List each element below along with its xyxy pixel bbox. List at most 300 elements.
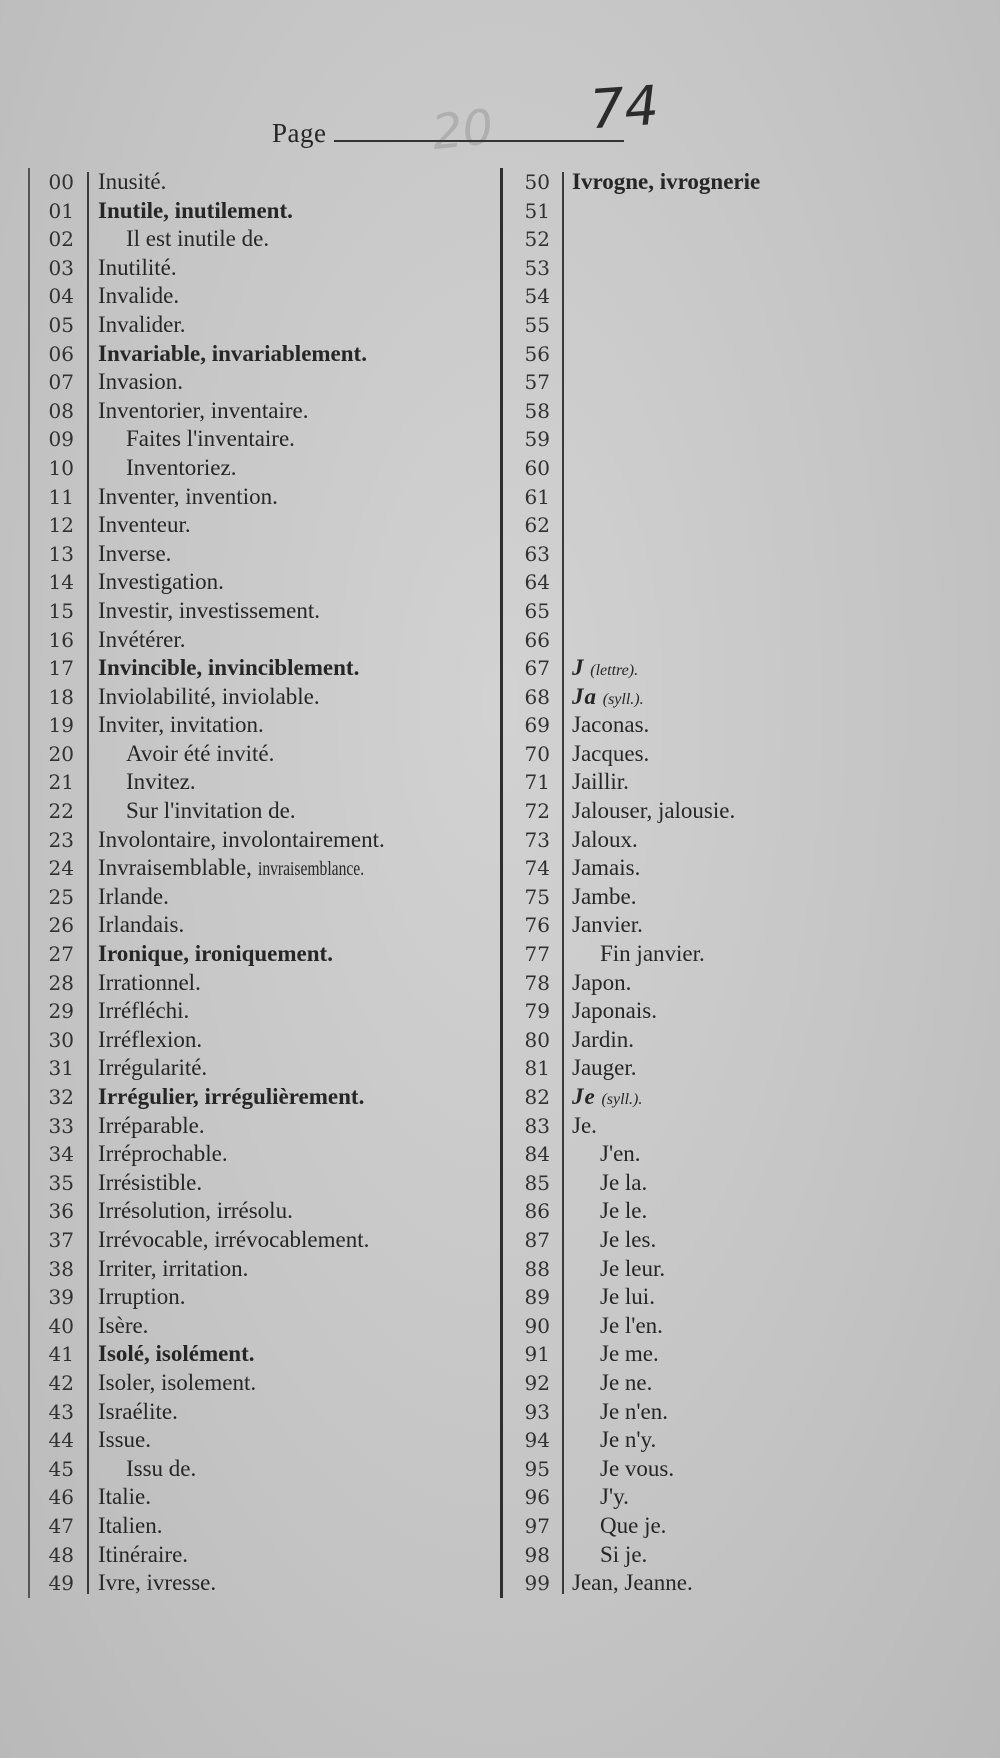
- entry-word: Jalouser, jalousie.: [572, 798, 736, 824]
- entry-number: 59: [524, 427, 550, 452]
- entry-row: [512, 597, 872, 626]
- entry-row: [512, 454, 872, 483]
- entry-row: [512, 168, 872, 197]
- entry-number: 93: [524, 1399, 550, 1424]
- entry-word: Investir, investissement.: [98, 597, 321, 623]
- entry-word: Janvier.: [572, 912, 643, 938]
- entry-text: [98, 597, 320, 626]
- entry-word: Ivre, ivresse.: [98, 1570, 217, 1596]
- entry-word: Irréparable.: [98, 1112, 205, 1138]
- handwritten-page-number: 74: [587, 73, 661, 142]
- entry-row: [34, 883, 496, 912]
- entry-row: [34, 1054, 496, 1083]
- entry-row: [512, 311, 872, 340]
- entry-number: 13: [48, 541, 74, 566]
- entry-text: [98, 1369, 256, 1398]
- entry-row: [512, 425, 872, 454]
- entry-number: 76: [524, 913, 550, 938]
- entry-row: [512, 1054, 872, 1083]
- entry-row: [512, 1083, 872, 1112]
- entry-row: [34, 1340, 496, 1369]
- entry-number: 67: [524, 656, 550, 681]
- entry-word: Irréflexion.: [98, 1026, 203, 1052]
- entry-text: [572, 1541, 647, 1570]
- entry-number: 54: [524, 284, 550, 309]
- entry-number: 84: [524, 1142, 550, 1167]
- entry-number: 00: [48, 170, 74, 194]
- entry-row: [512, 711, 872, 740]
- entry-row: [34, 1255, 496, 1284]
- entry-word: Jaillir.: [572, 769, 629, 795]
- entry-word: Isère.: [98, 1312, 149, 1338]
- entry-number: 66: [524, 627, 550, 652]
- page-label-rule: [334, 140, 624, 142]
- entry-number: 50: [524, 170, 550, 194]
- entry-word: Invétérer.: [98, 626, 186, 652]
- entry-word: Inviolabilité, inviolable.: [98, 683, 320, 709]
- entry-row: [512, 797, 872, 826]
- entry-number: 98: [524, 1542, 550, 1567]
- entry-row: [512, 1283, 872, 1312]
- entry-row: [34, 1569, 496, 1598]
- entry-word: Je l'en.: [600, 1312, 663, 1338]
- entry-word: Irriter, irritation.: [98, 1255, 249, 1281]
- entry-row: [34, 1169, 496, 1198]
- entry-text: [572, 797, 735, 826]
- entry-number: 05: [48, 312, 74, 337]
- entry-number: 49: [48, 1571, 74, 1596]
- entry-number: 09: [48, 427, 74, 452]
- entry-word: Irlande.: [98, 883, 169, 909]
- entry-number: 61: [524, 484, 550, 509]
- entry-word: J'y.: [600, 1484, 629, 1510]
- entry-row: [512, 197, 872, 226]
- entry-number: 06: [48, 341, 74, 366]
- entry-text: [98, 540, 171, 569]
- entry-number: 21: [48, 770, 74, 795]
- entry-word: Invincible, invinciblement.: [98, 655, 360, 681]
- column-divider: [500, 168, 503, 1598]
- entry-row: [34, 254, 496, 283]
- entry-word: Inventorier, inventaire.: [98, 397, 309, 423]
- entry-word: Je: [572, 1084, 596, 1109]
- entry-word: Je ne.: [600, 1369, 653, 1395]
- entry-number: 12: [48, 513, 74, 538]
- entry-text: [98, 1083, 364, 1112]
- entry-number: 33: [48, 1113, 74, 1138]
- entry-word: Invitez.: [126, 769, 196, 795]
- entry-row: [34, 1398, 496, 1427]
- entry-row: [34, 826, 496, 855]
- entry-text: [98, 911, 184, 940]
- entry-text: [98, 740, 274, 769]
- entry-number: 29: [48, 999, 74, 1024]
- entry-number: 25: [48, 884, 74, 909]
- entry-row: [512, 1026, 872, 1055]
- entry-word: Inventeur.: [98, 512, 191, 538]
- entry-text: [572, 1054, 637, 1083]
- entry-text: [572, 969, 631, 998]
- entry-word: Fin janvier.: [600, 941, 705, 967]
- entry-row: [34, 1426, 496, 1455]
- entry-row: [34, 397, 496, 426]
- entry-word: Irrationnel.: [98, 969, 201, 995]
- entry-word: Je vous.: [600, 1455, 675, 1481]
- entry-text: [572, 911, 643, 940]
- entry-number: 04: [48, 284, 74, 309]
- entry-word: Si je.: [600, 1541, 648, 1567]
- entry-row: [512, 368, 872, 397]
- entry-word: Jauger.: [572, 1055, 637, 1081]
- entry-row: [34, 768, 496, 797]
- left-column: [34, 168, 496, 1598]
- entry-row: [512, 282, 872, 311]
- entry-row: [34, 711, 496, 740]
- entry-number: 27: [48, 942, 74, 967]
- entry-text: [98, 511, 191, 540]
- entry-number: 44: [48, 1428, 74, 1453]
- entry-text: [98, 1512, 163, 1541]
- entry-row: [512, 1541, 872, 1570]
- entry-row: [512, 654, 872, 683]
- entry-row: [512, 626, 872, 655]
- entry-text: [98, 1455, 196, 1484]
- entry-number: 57: [524, 370, 550, 395]
- entry-row: [34, 340, 496, 369]
- entry-text: [98, 454, 236, 483]
- entry-word: Je me.: [600, 1341, 659, 1367]
- entry-number: 91: [524, 1342, 550, 1367]
- entry-number: 26: [48, 913, 74, 938]
- entry-word: Invalider.: [98, 311, 186, 337]
- entry-row: [34, 311, 496, 340]
- entry-row: [34, 1026, 496, 1055]
- entry-number: 55: [524, 312, 550, 337]
- entry-number: 60: [524, 455, 550, 480]
- entry-number: 92: [524, 1370, 550, 1395]
- entry-word: Je n'en.: [600, 1398, 669, 1424]
- entry-number: 82: [524, 1085, 550, 1109]
- entry-text: [98, 1140, 228, 1169]
- entry-number: 69: [524, 713, 550, 738]
- entry-word: Irrésolution, irrésolu.: [98, 1198, 293, 1224]
- entry-word: Japonais.: [572, 998, 657, 1024]
- entry-number: 83: [524, 1113, 550, 1138]
- entry-number: 70: [524, 741, 550, 766]
- entry-row: [512, 1169, 872, 1198]
- entry-row: [34, 197, 496, 226]
- entry-word: J'en.: [600, 1141, 641, 1167]
- entry-row: [34, 683, 496, 712]
- entry-text: [98, 397, 308, 426]
- entry-number: 81: [524, 1056, 550, 1081]
- entry-row: [512, 1512, 872, 1541]
- entry-row: [34, 1512, 496, 1541]
- entry-text: [98, 883, 169, 912]
- entry-row: [34, 1541, 496, 1570]
- entry-row: [34, 168, 496, 197]
- entry-word: Inviter, invitation.: [98, 712, 264, 738]
- entry-text: [98, 1026, 202, 1055]
- entry-row: [512, 997, 872, 1026]
- entry-text: [98, 1226, 369, 1255]
- entry-number: 43: [48, 1399, 74, 1424]
- left-margin-rule: [28, 168, 30, 1598]
- entry-text: [98, 1054, 207, 1083]
- entry-text: [572, 1312, 663, 1341]
- entry-text: [98, 1312, 148, 1341]
- entry-word: Je leur.: [600, 1255, 666, 1281]
- page-label: Page: [272, 118, 327, 148]
- entry-row: [34, 1112, 496, 1141]
- entry-row: [512, 1483, 872, 1512]
- entry-number: 14: [48, 570, 74, 595]
- entry-word: Israélite.: [98, 1398, 178, 1424]
- entry-word: Invariable, invariablement.: [98, 340, 367, 366]
- entry-row: [34, 540, 496, 569]
- entry-word: Involontaire, involontairement.: [98, 826, 385, 852]
- entry-row: [512, 1340, 872, 1369]
- entry-number: 24: [48, 856, 74, 881]
- entry-number: 08: [48, 398, 74, 423]
- entry-number: 45: [48, 1456, 74, 1481]
- entry-number: 36: [48, 1199, 74, 1224]
- entry-text: [98, 711, 264, 740]
- entry-text: [572, 1455, 674, 1484]
- entry-word: Issu de.: [126, 1455, 197, 1481]
- entry-word: Jambe.: [572, 883, 637, 909]
- entry-number: 56: [524, 341, 550, 366]
- entry-word: Irlandais.: [98, 912, 185, 938]
- entry-number: 22: [48, 799, 74, 824]
- entry-number: 19: [48, 713, 74, 738]
- entry-text: [98, 654, 359, 683]
- entry-text: [572, 1569, 693, 1598]
- entry-number: 74: [524, 856, 550, 881]
- entry-row: [34, 1140, 496, 1169]
- entry-word: Inverse.: [98, 540, 172, 566]
- entry-word: Japon.: [572, 969, 632, 995]
- entry-word: Jaconas.: [572, 712, 650, 738]
- entry-word: Inventoriez.: [126, 454, 237, 480]
- entry-word: Il est inutile de.: [126, 226, 270, 252]
- entry-number: 02: [48, 227, 74, 252]
- entry-word: Je lui.: [600, 1284, 655, 1310]
- entry-number: 77: [524, 942, 550, 967]
- entry-number: 03: [48, 255, 74, 280]
- entry-word: Italie.: [98, 1484, 151, 1510]
- entry-text: [572, 1255, 665, 1284]
- entry-number: 18: [48, 684, 74, 709]
- entry-row: [34, 1312, 496, 1341]
- entry-row: [512, 1112, 872, 1141]
- entry-text: [98, 282, 179, 311]
- entry-row: [34, 1369, 496, 1398]
- left-entry-list: [34, 168, 496, 1598]
- entry-text: [98, 197, 293, 226]
- entry-number: 62: [524, 513, 550, 538]
- entry-word: Jean, Jeanne.: [572, 1570, 693, 1596]
- entry-row: [512, 1197, 872, 1226]
- entry-row: [512, 883, 872, 912]
- entry-text: [98, 1169, 202, 1198]
- entry-text: [572, 1512, 666, 1541]
- entry-row: [34, 597, 496, 626]
- entry-row: [512, 683, 872, 712]
- entry-row: [512, 540, 872, 569]
- entry-number: 42: [48, 1370, 74, 1395]
- entry-annotation: (syll.).: [601, 1091, 643, 1108]
- entry-word: Issue.: [98, 1427, 152, 1453]
- entry-text: [98, 1255, 248, 1284]
- entry-text: [572, 1226, 656, 1255]
- entry-number: 11: [48, 484, 74, 509]
- entry-text: [98, 1569, 216, 1598]
- entry-text: [572, 168, 760, 197]
- entry-text: [572, 883, 637, 912]
- entry-text: [98, 340, 367, 369]
- entry-number: 51: [524, 198, 550, 223]
- entry-number: 79: [524, 999, 550, 1024]
- entry-word: Faites l'inventaire.: [126, 426, 295, 452]
- entry-row: [34, 740, 496, 769]
- entry-word: Invraisemblable,: [98, 855, 252, 881]
- entry-row: [34, 654, 496, 683]
- entry-text: [572, 1197, 647, 1226]
- entry-row: [512, 340, 872, 369]
- entry-text: [98, 1541, 188, 1570]
- entry-text: [572, 740, 649, 769]
- entry-text: [572, 1283, 655, 1312]
- entry-number: 94: [524, 1428, 550, 1453]
- entry-number: 32: [48, 1085, 74, 1109]
- entry-row: [512, 1255, 872, 1284]
- entry-text: [572, 683, 644, 715]
- entry-word: Irrésistible.: [98, 1169, 203, 1195]
- entry-word: Invasion.: [98, 369, 183, 395]
- entry-number: 07: [48, 370, 74, 395]
- entry-number: 53: [524, 255, 550, 280]
- entry-row: [34, 969, 496, 998]
- entry-word: Irrégulier, irrégulièrement.: [98, 1084, 365, 1109]
- entry-word: Isolé, isolément.: [98, 1341, 255, 1367]
- entry-row: [34, 1226, 496, 1255]
- entry-word: Avoir été invité.: [126, 740, 275, 766]
- entry-text: [572, 1426, 656, 1455]
- entry-text: [572, 1169, 647, 1198]
- entry-row: [34, 225, 496, 254]
- entry-text: [98, 940, 333, 969]
- entry-number: 78: [524, 970, 550, 995]
- entry-text: [98, 826, 385, 855]
- entry-text: [98, 797, 296, 826]
- entry-number: 72: [524, 799, 550, 824]
- entry-text: [572, 1483, 629, 1512]
- entry-row: [34, 1483, 496, 1512]
- entry-row: [34, 1455, 496, 1484]
- entry-number: 97: [524, 1513, 550, 1538]
- entry-number: 73: [524, 827, 550, 852]
- entry-row: [34, 511, 496, 540]
- entry-row: [512, 1369, 872, 1398]
- entry-row: [512, 254, 872, 283]
- entry-row: [512, 1455, 872, 1484]
- entry-text: [572, 1083, 642, 1115]
- entry-row: [512, 1312, 872, 1341]
- entry-number: 65: [524, 598, 550, 623]
- entry-word: J: [572, 655, 585, 681]
- entry-number: 89: [524, 1285, 550, 1310]
- entry-row: [512, 911, 872, 940]
- entry-word: Je.: [572, 1112, 597, 1138]
- entry-word: Invalide.: [98, 283, 180, 309]
- entry-text: [98, 626, 185, 655]
- entry-row: [34, 454, 496, 483]
- entry-number: 34: [48, 1142, 74, 1167]
- entry-number: 37: [48, 1227, 74, 1252]
- entry-row: [512, 225, 872, 254]
- entry-text: [98, 1426, 151, 1455]
- entry-number: 99: [524, 1571, 550, 1596]
- entry-word: Itinéraire.: [98, 1541, 189, 1567]
- entry-number: 71: [524, 770, 550, 795]
- entry-word: Jardin.: [572, 1026, 634, 1052]
- entry-number: 95: [524, 1456, 550, 1481]
- entry-row: [512, 568, 872, 597]
- entry-word: Que je.: [600, 1512, 667, 1538]
- entry-number: 86: [524, 1199, 550, 1224]
- entry-text: [98, 425, 295, 454]
- entry-word: Je le.: [600, 1198, 648, 1224]
- entry-number: 48: [48, 1542, 74, 1567]
- entry-text: [572, 768, 629, 797]
- entry-number: 31: [48, 1056, 74, 1081]
- entry-row: [34, 854, 496, 883]
- entry-row: [512, 1140, 872, 1169]
- entry-number: 52: [524, 227, 550, 252]
- entry-number: 80: [524, 1027, 550, 1052]
- entry-text: [572, 654, 638, 686]
- entry-row: [512, 768, 872, 797]
- entry-text: [98, 768, 196, 797]
- entry-word: Irréprochable.: [98, 1141, 228, 1167]
- entry-row: [512, 826, 872, 855]
- entry-text: [572, 854, 640, 883]
- entry-text: [98, 1340, 255, 1369]
- entry-number: 10: [48, 455, 74, 480]
- entry-text: [572, 1112, 597, 1141]
- entry-word: Je les.: [600, 1226, 657, 1252]
- entry-row: [34, 940, 496, 969]
- entry-row: [512, 1569, 872, 1598]
- entry-annotation: invraisemblance.: [257, 858, 364, 881]
- entry-text: [572, 1398, 668, 1427]
- entry-word: Jamais.: [572, 855, 641, 881]
- entry-number: 16: [48, 627, 74, 652]
- entry-number: 85: [524, 1170, 550, 1195]
- entry-text: [98, 368, 183, 397]
- entry-number: 90: [524, 1313, 550, 1338]
- entry-row: [512, 1398, 872, 1427]
- entry-text: [572, 1369, 652, 1398]
- entry-text: [572, 826, 638, 855]
- entry-number: 39: [48, 1285, 74, 1310]
- entry-word: Irréfléchi.: [98, 998, 190, 1024]
- entry-number: 28: [48, 970, 74, 995]
- entry-number: 38: [48, 1256, 74, 1281]
- entry-word: Irruption.: [98, 1284, 186, 1310]
- entry-annotation: (lettre).: [590, 662, 639, 680]
